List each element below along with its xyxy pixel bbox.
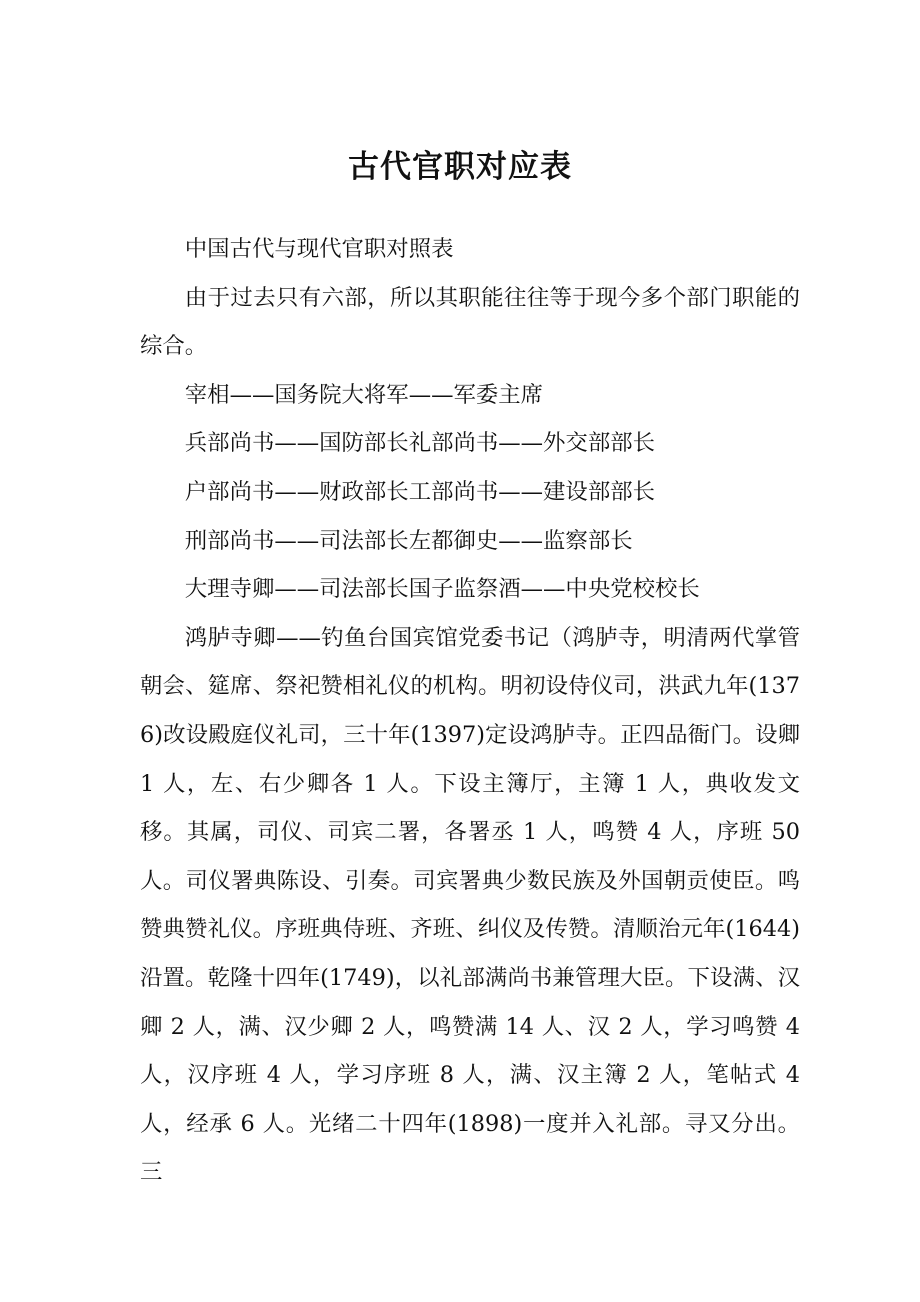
document-title: 古代官职对应表 bbox=[348, 149, 572, 185]
paragraph-mapping: 宰相——国务院大将军——军委主席 bbox=[184, 381, 544, 408]
paragraph-mapping: 刑部尚书——司法部长左都御史——监察部长 bbox=[184, 527, 633, 554]
paragraph-honglusi: 鸿胪寺卿——钓鱼台国宾馆党委书记（鸿胪寺，明清两代掌管朝会、筵席、祭祀赞相礼仪的机构。明初设侍仪司，洪武九年(1376)改设殿庭仪礼司，三十年(1397)定设鸿胪寺。正四品衙门。设卿 1 人，左、右少卿各 1 人。下设主簿厅，主簿 1 人，典收发文移。其属，司仪、司宾二署，各署丞 1 人，鸣赞 4 人，序班 50 人。司仪署典陈设、引奏。司宾署典少数民族及外国朝贡使臣。鸣赞典赞礼仪。序班典侍班、齐班、纠仪及传赞。清顺治元年(1644)沿置。乾隆十四年(1749)，以礼部满尚书兼管理大臣。下设满、汉卿 2 人，满、汉少卿 2 人，鸣赞满 14 人、汉 2 人，学习鸣赞 4 人，汉序班 4 人，学习序班 8 人，满、汉主簿 2 人，笔帖式 4 人，经承 6 人。光绪二十四年(1898)一度并入礼部。寻又分出。三 bbox=[140, 624, 800, 1186]
paragraph-intro: 由于过去只有六部，所以其职能往往等于现今多个部门职能的综合。 bbox=[140, 284, 800, 360]
paragraph-subtitle: 中国古代与现代官职对照表 bbox=[184, 236, 454, 262]
paragraph-mapping: 户部尚书——财政部长工部尚书——建设部部长 bbox=[184, 478, 655, 505]
document-body bbox=[140, 225, 800, 1197]
paragraph-mapping: 兵部尚书——国防部长礼部尚书——外交部部长 bbox=[184, 430, 655, 457]
paragraph-mapping: 大理寺卿——司法部长国子监祭酒——中央党校校长 bbox=[184, 576, 700, 603]
